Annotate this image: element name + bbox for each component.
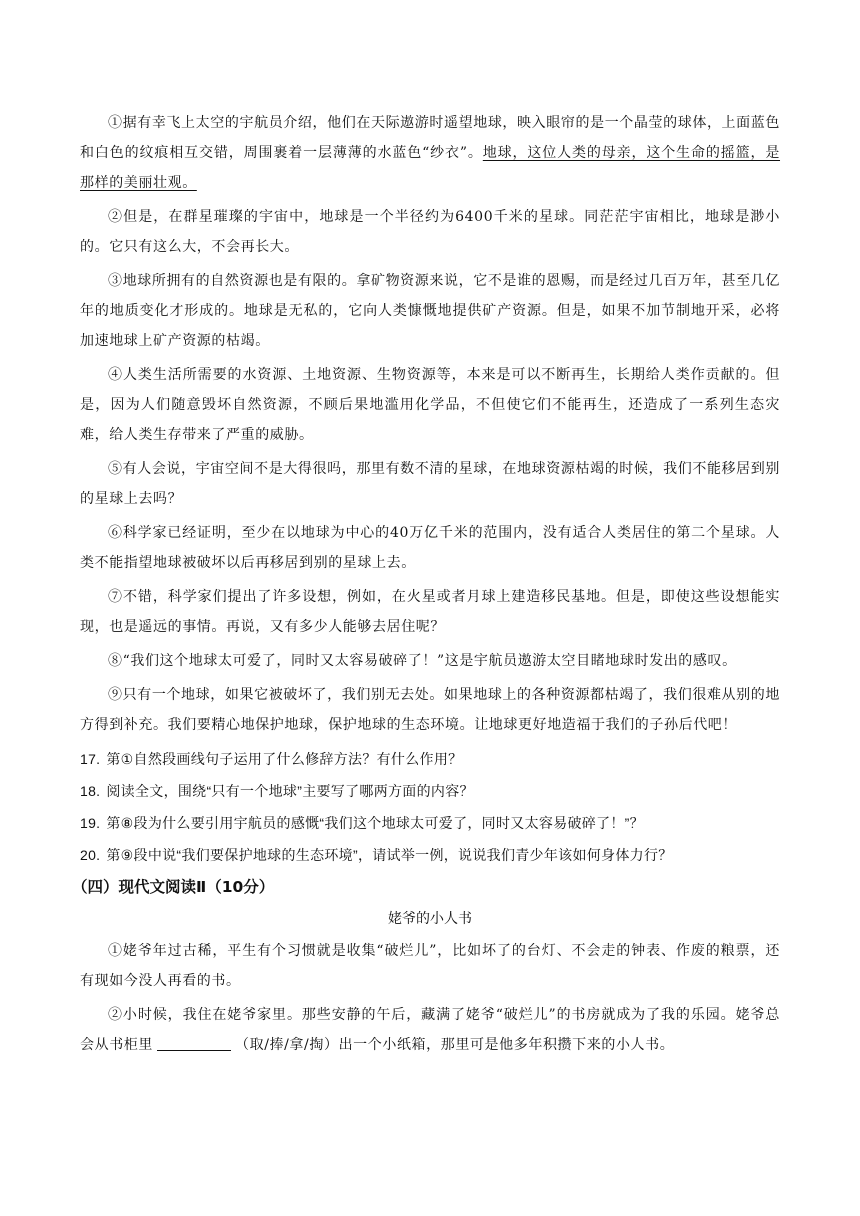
question-20: 20. 第⑨段中说“我们要保护地球的生态环境”，请试举一例，说说我们青少年该如何身体力行？	[80, 847, 673, 863]
question-17: 17. 第①自然段画线句子运用了什么修辞方法？有什么作用？	[80, 751, 463, 767]
passage1-paragraph-3: ③地球所拥有的自然资源也是有限的。拿矿物资源来说，它不是谁的恩赐，而是经过几百万年，甚至几亿年的地质变化才形成的。地球是无私的，它向人类慷慨地提供矿产资源。但是，如果不加节制地开采，必将加速地球上矿产资源的枯竭。	[80, 273, 780, 349]
passage2-paragraph-1: ①姥爷年过古稀，平生有个习惯就是收集“破烂儿”，比如坏了的台灯、不会走的钟表、作废的粮票，还有现如今没人再看的书。	[80, 943, 780, 989]
passage1-paragraph-1: ①据有幸飞上太空的宇航员介绍，他们在天际遨游时遥望地球，映入眼帘的是一个晶莹的球体，上面蓝色和白色的纹痕相互交错，周围裹着一层薄薄的水蓝色“纱衣”。地球，这位人类的母亲，这个生命的摇篮，是那样的美丽壮观。	[80, 115, 781, 191]
question-19: 19. 第⑧段为什么要引用宇航员的感慨“我们这个地球太可爱了，同时又太容易破碎了！”？	[80, 815, 644, 831]
underlined-sentence: 地球，这位人类的母亲，这个生命的摇篮，是那样的美丽壮观。	[80, 145, 781, 191]
section-heading: （四）现代文阅读Ⅱ（10分）	[72, 878, 275, 896]
passage1-paragraph-6: ⑥科学家已经证明，至少在以地球为中心的40万亿千米的范围内，没有适合人类居住的第二个星球。人类不能指望地球被破坏以后再移居到别的星球上去。	[80, 525, 780, 571]
question-18: 18. 阅读全文，围绕“只有一个地球”主要写了哪两方面的内容？	[80, 783, 474, 799]
document-page	[72, 108, 781, 1064]
passage1-paragraph-7: ⑦不错，科学家们提出了许多设想，例如，在火星或者月球上建造移民基地。但是，即使这些设想能实现，也是遥远的事情。再说，又有多少人能够去居住呢？	[80, 589, 780, 635]
passage1-paragraph-2: ②但是，在群星璀璨的宇宙中，地球是一个半径约为6400千米的星球。同茫茫宇宙相比，地球是渺小的。它只有这么大，不会再长大。	[80, 209, 780, 255]
passage1-paragraph-8: ⑧“我们这个地球太可爱了，同时又太容易破碎了！”这是宇航员遨游太空目睹地球时发出的感叹。	[108, 653, 737, 669]
fill-in-blank[interactable]	[157, 1036, 231, 1051]
passage1-paragraph-5: ⑤有人会说，宇宙空间不是大得很吗，那里有数不清的星球，在地球资源枯竭的时候，我们不能移居到别的星球上去吗？	[80, 461, 780, 507]
passage2-paragraph-2: ②小时候，我住在姥爷家里。那些安静的午后，藏满了姥爷“破烂儿”的书房就成为了我的乐园。姥爷总会从书柜里 （取/捧/拿/掏）出一个小纸箱，那里可是他多年积攒下来的小人书。	[80, 1007, 780, 1053]
passage1-paragraph-9: ⑨只有一个地球，如果它被破坏了，我们别无去处。如果地球上的各种资源都枯竭了，我们很难从别的地方得到补充。我们要精心地保护地球，保护地球的生态环境。让地球更好地造福于我们的子孙后代吧！	[80, 687, 780, 733]
passage2-title: 姥爷的小人书	[388, 911, 472, 927]
passage1-paragraph-4: ④人类生活所需要的水资源、土地资源、生物资源等，本来是可以不断再生，长期给人类作贡献的。但是，因为人们随意毁坏自然资源，不顾后果地滥用化学品，不但使它们不能再生，还造成了一系列生态灾难，给人类生存带来了严重的威胁。	[80, 367, 780, 443]
